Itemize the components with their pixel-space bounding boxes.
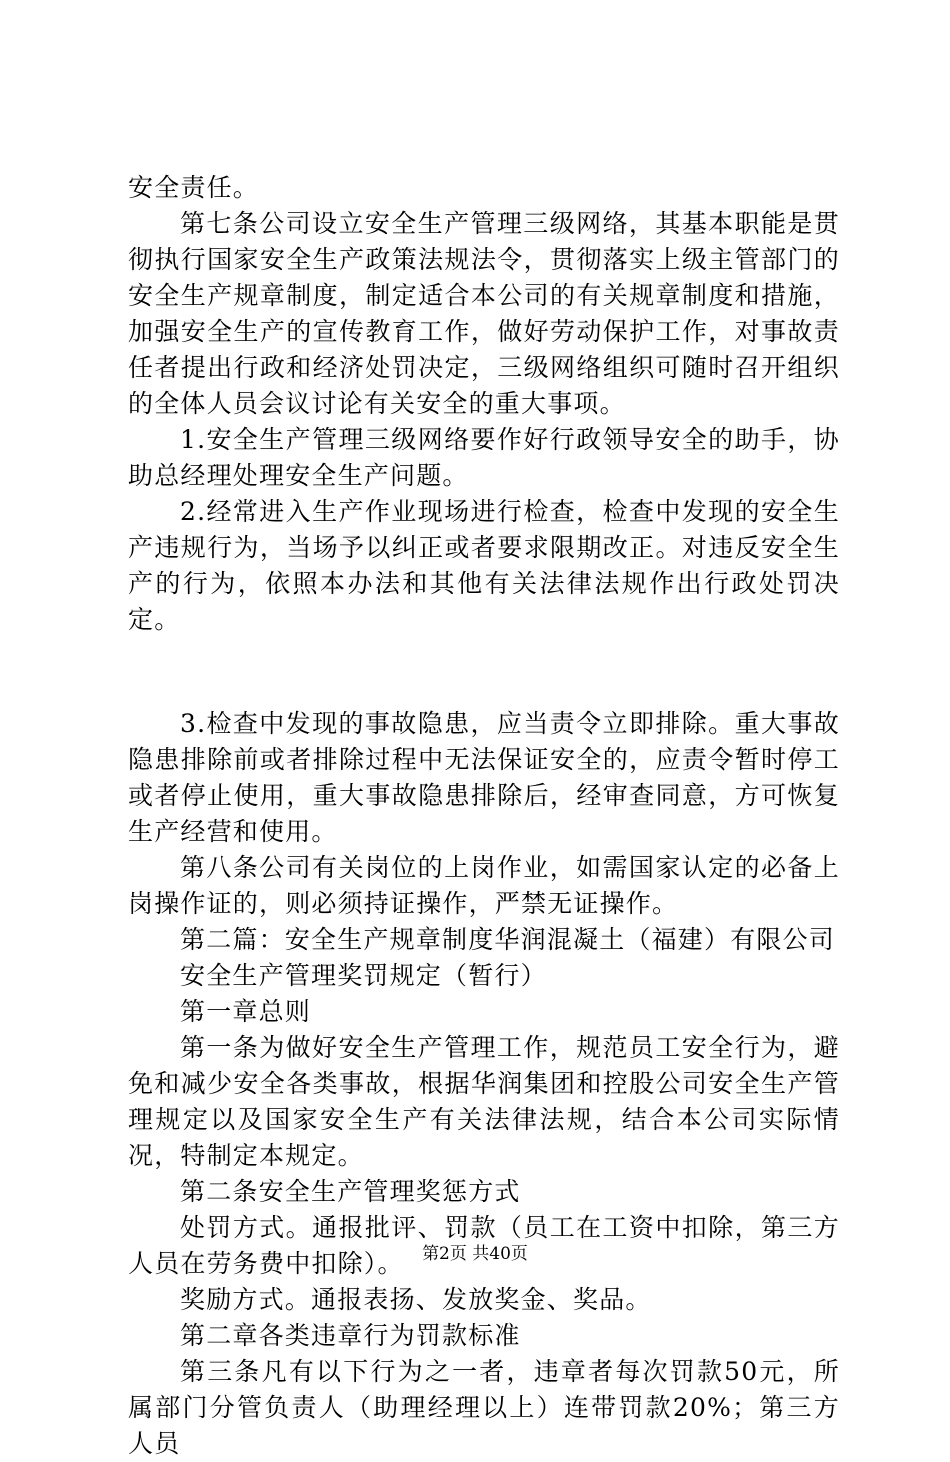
paragraph: 处罚方式。通报批评、罚款（员工在工资中扣除，第三方人员在劳务费中扣除）。 xyxy=(128,1213,840,1278)
document-body xyxy=(128,170,840,1462)
paragraph-gap xyxy=(128,654,840,690)
paragraph: 安全责任。 xyxy=(128,173,260,202)
paragraph: 3.检查中发现的事故隐患，应当责令立即排除。重大事故隐患排除前或者排除过程中无法保证安全的，应责令暂时停工或者停止使用，重大事故隐患排除后，经审查同意，方可恢复生产经营和使用。 xyxy=(128,709,840,846)
paragraph: 第二条安全生产管理奖惩方式 xyxy=(180,1177,521,1206)
paragraph: 1.安全生产管理三级网络要作好行政领导安全的助手，协助总经理处理安全生产问题。 xyxy=(128,425,840,490)
paragraph: 安全生产管理奖罚规定（暂行） xyxy=(180,961,547,990)
page-number: 第2页 共40页 xyxy=(422,1244,528,1264)
paragraph: 第二篇：安全生产规章制度华润混凝土（福建）有限公司 xyxy=(180,925,836,954)
paragraph: 第二章各类违章行为罚款标准 xyxy=(180,1321,521,1350)
paragraph: 第七条公司设立安全生产管理三级网络，其基本职能是贯彻执行国家安全生产政策法规法令，贯彻落实上级主管部门的安全生产规章制度，制定适合本公司的有关规章制度和措施，加强安全生产的宣传教育工作，做好劳动保护工作，对事故责任者提出行政和经济处罚决定，三级网络组织可随时召开组织的全体人员会议讨论有关安全的重大事项。 xyxy=(128,209,840,418)
paragraph: 奖励方式。通报表扬、发放奖金、奖品。 xyxy=(180,1285,652,1314)
paragraph: 第一章总则 xyxy=(180,997,312,1026)
paragraph: 第三条凡有以下行为之一者，违章者每次罚款50元，所属部门分管负责人（助理经理以上）连带罚款20%；第三方人员 xyxy=(128,1357,840,1458)
paragraph: 2.经常进入生产作业现场进行检查，检查中发现的安全生产违规行为，当场予以纠正或者要求限期改正。对违反安全生产的行为，依照本办法和其他有关法律法规作出行政处罚决定。 xyxy=(128,497,840,634)
paragraph: 第八条公司有关岗位的上岗作业，如需国家认定的必备上岗操作证的，则必须持证操作，严禁无证操作。 xyxy=(128,853,840,918)
paragraph: 第一条为做好安全生产管理工作，规范员工安全行为，避免和减少安全各类事故，根据华润集团和控股公司安全生产管理规定以及国家安全生产有关法律法规，结合本公司实际情况，特制定本规定。 xyxy=(128,1033,840,1170)
